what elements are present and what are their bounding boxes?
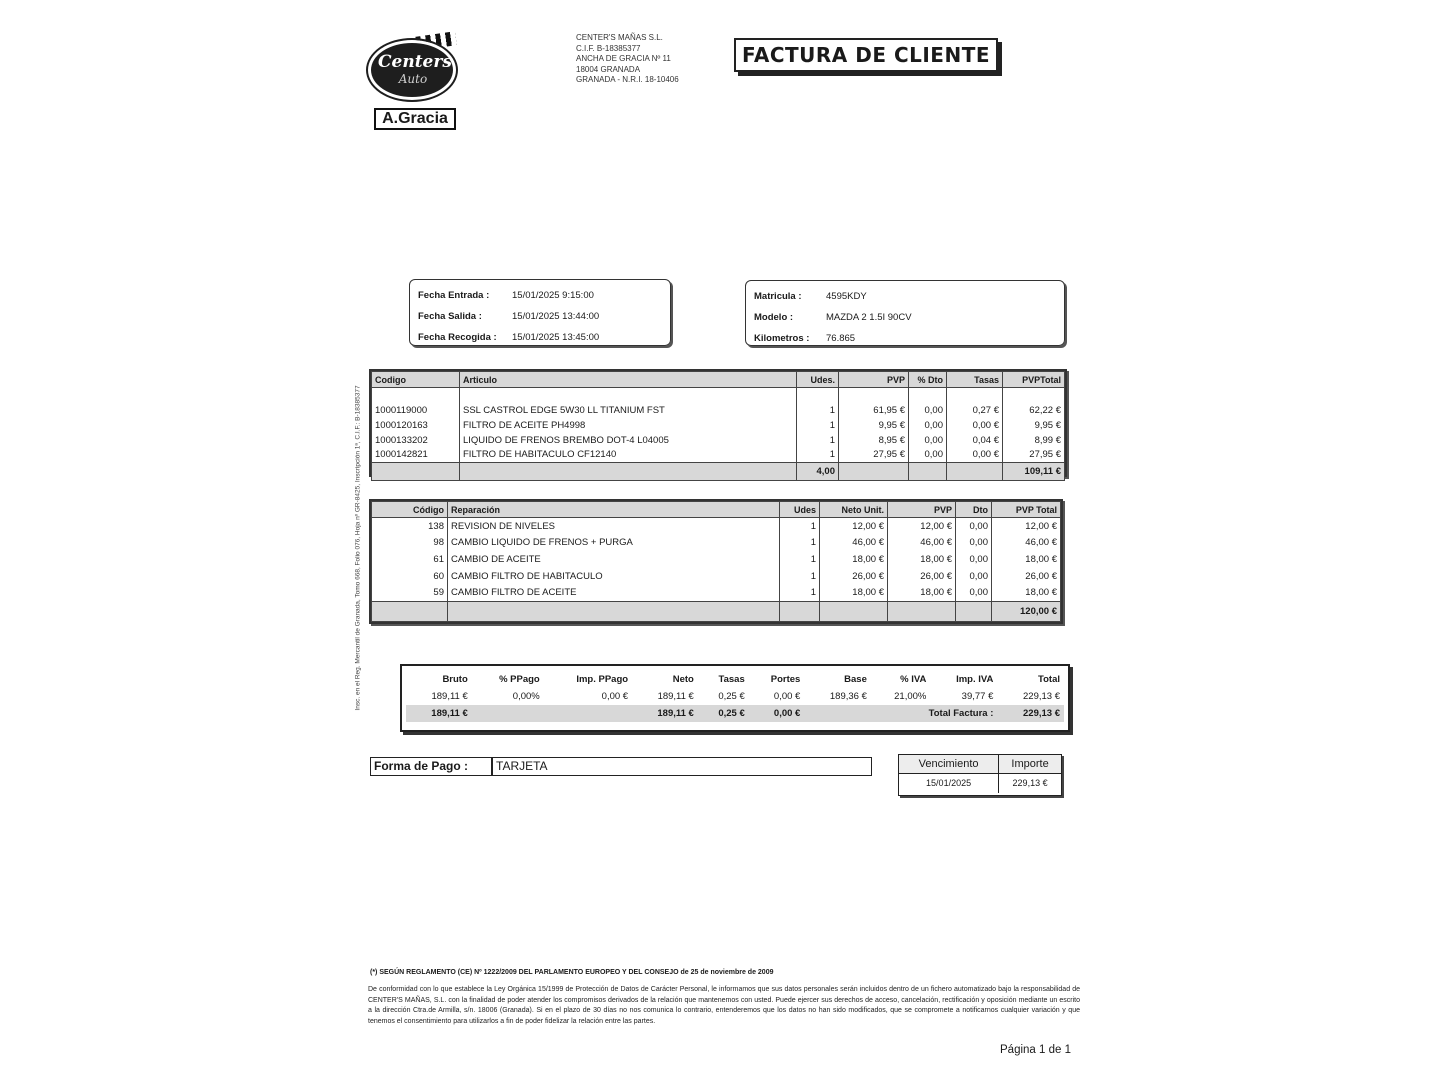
col-pvptotal: PVPTotal xyxy=(1003,372,1065,388)
articles-total-units: 4,00 xyxy=(797,463,839,481)
band-neto: 189,11 € xyxy=(632,705,698,722)
cell-pvp: 26,00 € xyxy=(888,568,956,585)
cell-dto: 0,00 xyxy=(956,585,992,602)
cell-pvp: 12,00 € xyxy=(888,518,956,535)
cell-codigo: 1000142821 xyxy=(372,448,460,463)
due-amount: 229,13 € xyxy=(1012,778,1048,789)
cell-pvptotal: 8,99 € xyxy=(1003,433,1065,448)
repairs-header-row xyxy=(372,502,1061,518)
totals-head-total: Total xyxy=(1038,673,1060,685)
cell-dto: 0,00 xyxy=(909,448,947,463)
page-number: Página 1 de 1 xyxy=(1000,1044,1071,1056)
cell-codigo: 1000120163 xyxy=(372,418,460,433)
totals-head-iva-pct: % IVA xyxy=(900,673,927,685)
cell-udes: 1 xyxy=(797,418,839,433)
cell-reparacion: CAMBIO LIQUIDO DE FRENOS + PURGA xyxy=(448,534,780,551)
cell-tasas: 0,27 € xyxy=(947,403,1003,418)
cell-udes: 1 xyxy=(780,518,820,535)
cell-pvp: 27,95 € xyxy=(839,448,909,463)
cell-articulo: FILTRO DE ACEITE PH4998 xyxy=(460,418,797,433)
logo-sub: Auto xyxy=(398,72,428,86)
vehicle-km-value: 76.865 xyxy=(826,333,856,344)
cell-tasas: 0,00 € xyxy=(947,448,1003,463)
articles-total-row xyxy=(372,463,1065,481)
vehicle-model-value: MAZDA 2 1.5I 90CV xyxy=(826,312,912,323)
cell-tasas: 0,00 € xyxy=(947,418,1003,433)
due-date: 15/01/2025 xyxy=(899,773,999,793)
date-recogida-label: Fecha Recogida : xyxy=(418,332,497,343)
registry-note-text: Insc. en el Reg. Mercantil de Granada, Tomo 668, Folio 076, Hoja nº GR-8425, Inscripción 1ª, C.I.F.: B-18385377 xyxy=(354,385,362,711)
cell-dto: 0,00 xyxy=(909,418,947,433)
vehicle-plate-label: Matricula : xyxy=(754,291,802,302)
due-box xyxy=(898,754,1062,796)
cell-codigo: 1000119000 xyxy=(372,403,460,418)
totals-head-base: Base xyxy=(844,673,867,685)
totals-total: 229,13 € xyxy=(1023,691,1060,702)
col-udes: Udes xyxy=(780,502,820,518)
cell-udes: 1 xyxy=(780,551,820,568)
col-dto: Dto xyxy=(956,502,992,518)
cell-dto: 0,00 xyxy=(956,551,992,568)
cell-pvp: 8,95 € xyxy=(839,433,909,448)
articles-table xyxy=(371,371,1065,481)
company-address xyxy=(576,33,679,86)
col-udes: Udes. xyxy=(797,372,839,388)
table-row xyxy=(372,534,1061,551)
cell-pvptotal: 9,95 € xyxy=(1003,418,1065,433)
totals-iva-pct: 21,00% xyxy=(894,691,927,702)
legal-heading: (*) SEGÚN REGLAMENTO (CE) Nº 1222/2009 DEL PARLAMENTO EUROPEO Y DEL CONSEJO de 25 de noviembre de 2009 xyxy=(370,969,774,976)
date-salida-value: 15/01/2025 13:44:00 xyxy=(512,311,600,322)
vehicle-km-label: Kilometros : xyxy=(754,333,810,344)
table-row xyxy=(372,418,1065,433)
cell-pvp-total: 26,00 € xyxy=(992,568,1061,585)
cell-pvp-total: 18,00 € xyxy=(992,585,1061,602)
articles-header-row xyxy=(372,372,1065,388)
logo-name: Centers xyxy=(378,52,452,72)
cell-pvp: 46,00 € xyxy=(888,534,956,551)
totals-head-iva-imp: Imp. IVA xyxy=(956,673,994,685)
totals-ppago-pct: 0,00% xyxy=(512,691,540,702)
totals-iva-imp: 39,77 € xyxy=(961,691,994,702)
cell-pvp: 61,95 € xyxy=(839,403,909,418)
cell-dto: 0,00 xyxy=(956,518,992,535)
col-articulo: Articulo xyxy=(460,372,797,388)
legal-text: De conformidad con lo que establece la Ley Orgánica 15/1999 de Protección de Datos de Carácter Personal, le informamos que sus datos personales serán incluidos dentro de un fichero automatizado bajo la responsabilidad de CENTER'S MAÑAS, S.L. con la finalidad de poder atender los compromisos derivados de la relación que mantenemos con usted. Puede ejercer sus derechos de acceso, cancelación, rectificación y oposición mediante un escrito a la dirección Ctra.de Armilla, s/n. 18006 (Granada). Si en el plazo de 30 días no nos comunica lo contrario, entenderemos que los datos no han sido modificados, que se compromete a notificarnos cualquier variación y que tenemos el consentimiento para utilizarlos a fin de poder fidelizar la relación entre las partes. xyxy=(368,986,1080,1025)
totals-head-ppago-imp: Imp. PPago xyxy=(576,673,629,685)
totals-neto: 189,11 € xyxy=(657,691,694,702)
totals-box xyxy=(400,664,1070,732)
totals-head-tasas: Tasas xyxy=(718,673,745,685)
cell-articulo: LIQUIDO DE FRENOS BREMBO DOT-4 L04005 xyxy=(460,433,797,448)
due-date-label: Vencimiento xyxy=(899,755,999,773)
cell-neto-unit: 12,00 € xyxy=(820,518,888,535)
articles-table-wrap xyxy=(369,369,1067,477)
articles-total: 109,11 € xyxy=(1003,463,1065,481)
cell-udes: 1 xyxy=(780,568,820,585)
cell-reparacion: CAMBIO FILTRO DE ACEITE xyxy=(448,585,780,602)
table-row xyxy=(372,568,1061,585)
totals-header-row xyxy=(406,670,1064,688)
totals-table xyxy=(406,670,1064,722)
table-row xyxy=(372,403,1065,418)
totals-band-row xyxy=(406,705,1064,722)
cell-dto: 0,00 xyxy=(956,568,992,585)
table-row xyxy=(372,551,1061,568)
band-tasas: 0,25 € xyxy=(698,705,749,722)
cell-pvp-total: 46,00 € xyxy=(992,534,1061,551)
cell-pvp-total: 18,00 € xyxy=(992,551,1061,568)
cell-pvp-total: 12,00 € xyxy=(992,518,1061,535)
totals-portes: 0,00 € xyxy=(773,691,801,702)
cell-neto-unit: 18,00 € xyxy=(820,585,888,602)
col-codigo: Código xyxy=(372,502,448,518)
cell-codigo: 59 xyxy=(372,585,448,602)
col-pvp-total: PVP Total xyxy=(992,502,1061,518)
cell-codigo: 138 xyxy=(372,518,448,535)
vehicle-plate-value: 4595KDY xyxy=(826,291,867,302)
vehicle-model-label: Modelo : xyxy=(754,312,794,323)
cell-udes: 1 xyxy=(780,534,820,551)
date-entrada-row xyxy=(418,285,662,306)
cell-neto-unit: 26,00 € xyxy=(820,568,888,585)
col-tasas: Tasas xyxy=(947,372,1003,388)
cell-dto: 0,00 xyxy=(909,433,947,448)
cell-udes: 1 xyxy=(780,585,820,602)
company-line: ANCHA DE GRACIA Nº 11 xyxy=(576,54,671,63)
company-line: C.I.F. B-18385377 xyxy=(576,43,641,53)
cell-neto-unit: 18,00 € xyxy=(820,551,888,568)
totals-head-portes: Portes xyxy=(770,673,801,685)
company-line: CENTER'S MAÑAS S.L. xyxy=(576,33,663,42)
cell-codigo: 61 xyxy=(372,551,448,568)
logo-branch: A.Gracia xyxy=(374,108,456,130)
cell-codigo: 60 xyxy=(372,568,448,585)
company-line: GRANADA - N.R.I. 18-10406 xyxy=(576,75,679,84)
totals-values-row xyxy=(406,688,1064,705)
vehicle-model-row xyxy=(754,307,1056,328)
date-recogida-value: 15/01/2025 13:45:00 xyxy=(512,332,600,343)
vehicle-km-row xyxy=(754,328,1056,349)
dates-box xyxy=(409,279,671,346)
table-row xyxy=(372,433,1065,448)
cell-tasas: 0,04 € xyxy=(947,433,1003,448)
col-codigo: Codigo xyxy=(372,372,460,388)
totals-base: 189,36 € xyxy=(829,691,867,702)
cell-udes: 1 xyxy=(797,403,839,418)
date-salida-label: Fecha Salida : xyxy=(418,311,482,322)
cell-codigo: 98 xyxy=(372,534,448,551)
repairs-total: 120,00 € xyxy=(992,601,1061,621)
repairs-table xyxy=(371,501,1061,622)
table-row xyxy=(372,518,1061,535)
payment-label: Forma de Pago : xyxy=(370,757,492,776)
date-recogida-row xyxy=(418,327,662,348)
col-neto-unit: Neto Unit. xyxy=(820,502,888,518)
due-table xyxy=(899,755,1061,793)
table-row xyxy=(372,448,1065,463)
col-dto: % Dto xyxy=(909,372,947,388)
cell-dto: 0,00 xyxy=(956,534,992,551)
cell-articulo: FILTRO DE HABITACULO CF12140 xyxy=(460,448,797,463)
cell-dto: 0,00 xyxy=(909,403,947,418)
table-row xyxy=(372,585,1061,602)
cell-udes: 1 xyxy=(797,448,839,463)
cell-pvptotal: 62,22 € xyxy=(1003,403,1065,418)
totals-tasas: 0,25 € xyxy=(718,691,745,702)
totals-bruto: 189,11 € xyxy=(431,691,468,702)
totals-head-ppago-pct: % PPago xyxy=(499,673,540,685)
total-factura-value: 229,13 € xyxy=(997,705,1064,722)
cell-udes: 1 xyxy=(797,433,839,448)
band-bruto: 189,11 € xyxy=(406,705,472,722)
totals-head-bruto: Bruto xyxy=(442,673,468,685)
cell-pvp: 9,95 € xyxy=(839,418,909,433)
document-title: FACTURA DE CLIENTE xyxy=(734,38,998,72)
band-portes: 0,00 € xyxy=(749,705,805,722)
cell-reparacion: REVISION DE NIVELES xyxy=(448,518,780,535)
payment-value: TARJETA xyxy=(492,757,872,776)
col-pvp: PVP xyxy=(839,372,909,388)
col-pvp: PVP xyxy=(888,502,956,518)
company-logo xyxy=(362,34,468,134)
vehicle-box xyxy=(745,280,1065,346)
due-amount-label: Importe xyxy=(999,755,1061,773)
vehicle-plate-row xyxy=(754,286,1056,307)
totals-ppago-imp: 0,00 € xyxy=(601,691,629,702)
date-entrada-label: Fecha Entrada : xyxy=(418,290,490,301)
total-factura-label: Total Factura : xyxy=(871,705,998,722)
date-salida-row xyxy=(418,306,662,327)
date-entrada-value: 15/01/2025 9:15:00 xyxy=(512,290,594,301)
repairs-total-row xyxy=(372,601,1061,621)
cell-reparacion: CAMBIO FILTRO DE HABITACULO xyxy=(448,568,780,585)
totals-head-neto: Neto xyxy=(672,673,694,685)
cell-articulo: SSL CASTROL EDGE 5W30 LL TITANIUM FST xyxy=(460,403,797,418)
cell-pvp: 18,00 € xyxy=(888,585,956,602)
cell-pvptotal: 27,95 € xyxy=(1003,448,1065,463)
cell-neto-unit: 46,00 € xyxy=(820,534,888,551)
repairs-table-wrap xyxy=(369,499,1063,624)
cell-pvp: 18,00 € xyxy=(888,551,956,568)
registry-note xyxy=(352,350,364,746)
cell-codigo: 1000133202 xyxy=(372,433,460,448)
company-line: 18004 GRANADA xyxy=(576,64,641,74)
col-reparacion: Reparación xyxy=(448,502,780,518)
cell-reparacion: CAMBIO DE ACEITE xyxy=(448,551,780,568)
